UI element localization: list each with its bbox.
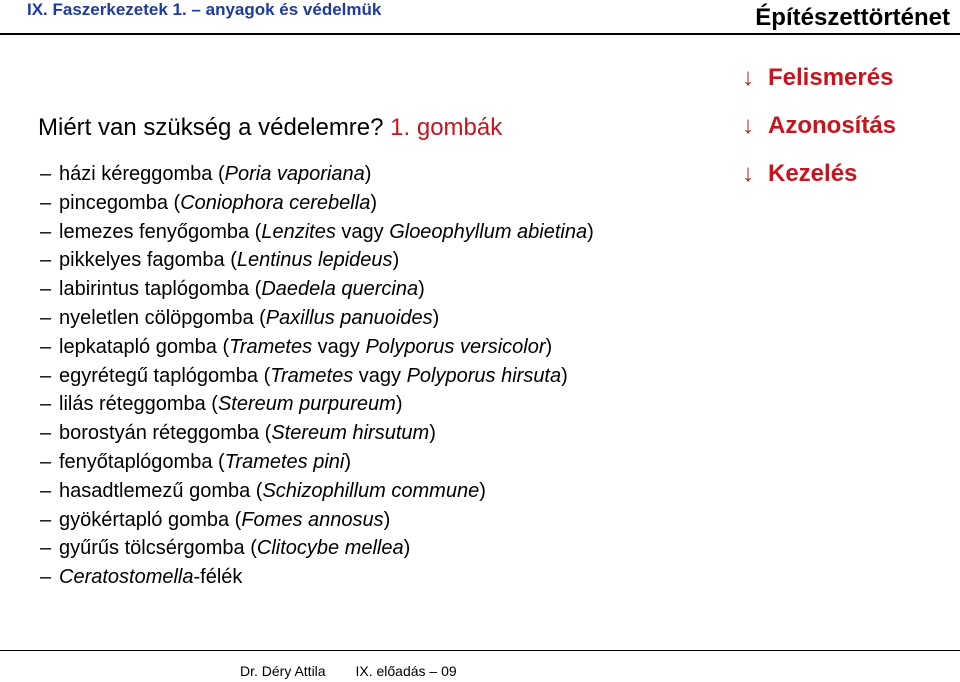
down-arrow-icon: ↓ bbox=[742, 112, 754, 139]
fungi-list-item bbox=[40, 362, 594, 391]
dash-bullet: – bbox=[40, 566, 52, 589]
fungi-list-item bbox=[40, 534, 594, 563]
fungus-connector: vagy bbox=[353, 364, 407, 387]
fungus-common-name: gyűrűs tölcsérgomba ( bbox=[59, 537, 257, 560]
fungus-name-suffix: ) bbox=[432, 306, 440, 329]
fungus-latin-name: Lentinus lepideus bbox=[236, 249, 393, 272]
fungus-latin-name: Lenzites bbox=[261, 220, 336, 243]
header-divider bbox=[0, 33, 960, 35]
fungi-list bbox=[40, 160, 594, 592]
fungus-latin-name: Stereum hirsutum bbox=[271, 422, 430, 445]
fungus-latin-name: Stereum purpureum bbox=[217, 393, 396, 416]
slide-question bbox=[38, 114, 502, 142]
dash-bullet: – bbox=[40, 163, 52, 185]
fungus-latin-name: Daedela quercina bbox=[261, 278, 419, 301]
fungus-common-name: hasadtlemezű gomba ( bbox=[59, 479, 263, 502]
fungi-list-item bbox=[40, 333, 594, 362]
dash-bullet: – bbox=[40, 220, 52, 243]
fungus-common-name: pikkelyes fagomba ( bbox=[59, 249, 237, 272]
fungus-connector: vagy bbox=[335, 220, 390, 243]
footer-author: Dr. Déry Attila bbox=[240, 663, 326, 679]
fungus-latin-name: Trametes bbox=[229, 335, 313, 358]
fungi-list-item bbox=[40, 160, 594, 189]
fungus-name-suffix: ) bbox=[395, 393, 403, 416]
fungus-common-name: labirintus taplógomba ( bbox=[59, 278, 262, 301]
fungus-name-suffix: ) bbox=[392, 249, 400, 272]
treatment-step bbox=[742, 62, 896, 110]
fungus-latin-name: Trametes bbox=[270, 364, 354, 387]
fungus-name-suffix: ) bbox=[587, 220, 594, 243]
fungus-latin-name: Fomes annosus bbox=[241, 508, 384, 531]
dash-bullet: – bbox=[40, 508, 52, 531]
fungus-latin-name: Clitocybe mellea bbox=[256, 537, 404, 560]
down-arrow-icon: ↓ bbox=[742, 64, 754, 91]
dash-bullet: – bbox=[40, 364, 52, 387]
fungus-common-name: pincegomba ( bbox=[59, 191, 181, 214]
fungus-connector: vagy bbox=[312, 335, 366, 358]
fungus-name-suffix: ) bbox=[364, 163, 372, 185]
dash-bullet: – bbox=[40, 537, 52, 560]
fungi-list-item bbox=[40, 448, 594, 477]
fungus-common-name: egyrétegű taplógomba ( bbox=[59, 364, 271, 387]
fungi-list-item bbox=[40, 563, 594, 592]
fungus-name-suffix: ) bbox=[479, 479, 486, 502]
fungus-latin-name: Poria vaporiana bbox=[224, 163, 365, 185]
fungi-list-item bbox=[40, 477, 594, 506]
treatment-steps bbox=[742, 62, 896, 206]
treatment-step-label: Azonosítás bbox=[768, 112, 897, 139]
treatment-step bbox=[742, 158, 896, 206]
treatment-step bbox=[742, 110, 896, 158]
fungus-name-suffix: ) bbox=[344, 450, 352, 473]
fungi-list-item bbox=[40, 189, 594, 218]
down-arrow-icon: ↓ bbox=[742, 160, 754, 187]
dash-bullet: – bbox=[40, 191, 52, 214]
fungus-latin-name: Trametes pini bbox=[224, 450, 345, 473]
fungi-list-item bbox=[40, 218, 594, 247]
fungus-common-name: fenyőtaplógomba ( bbox=[59, 450, 225, 473]
fungus-latin-name-alt: Polyporus hirsuta bbox=[406, 364, 562, 387]
dash-bullet: – bbox=[40, 335, 52, 358]
fungi-list-item bbox=[40, 390, 594, 419]
fungus-common-name: házi kéreggomba ( bbox=[59, 163, 225, 185]
fungus-name-suffix: ) bbox=[545, 335, 553, 358]
fungus-name-suffix: ) bbox=[403, 537, 411, 560]
fungus-name-suffix: ) bbox=[418, 278, 425, 301]
slide-header bbox=[0, 0, 960, 33]
fungus-latin-name: Schizophillum commune bbox=[262, 479, 480, 502]
fungus-name-suffix: ) bbox=[383, 508, 391, 531]
fungus-latin-name-alt: Gloeophyllum abietina bbox=[389, 220, 588, 243]
slide-footer bbox=[240, 663, 457, 679]
course-title: IX. Faszerkezetek 1. – anyagok és védelmük bbox=[27, 0, 382, 19]
footer-divider bbox=[0, 650, 960, 651]
question-text: Miért van szükség a védelemre? bbox=[38, 114, 384, 141]
fungus-common-name: lilás réteggomba ( bbox=[59, 393, 218, 416]
fungi-list-item bbox=[40, 419, 594, 448]
fungus-common-name: lemezes fenyőgomba ( bbox=[59, 220, 262, 243]
question-highlight: 1. gombák bbox=[390, 114, 503, 141]
fungus-latin-name: Paxillus panuoides bbox=[265, 306, 433, 329]
fungus-name-suffix: ) bbox=[561, 364, 568, 387]
subject-title: Építészettörténet bbox=[755, 4, 950, 31]
treatment-step-label: Felismerés bbox=[768, 64, 894, 91]
fungi-list-item bbox=[40, 506, 594, 535]
dash-bullet: – bbox=[40, 479, 52, 502]
dash-bullet: – bbox=[40, 450, 52, 473]
fungus-name-suffix: ) bbox=[370, 191, 377, 214]
dash-bullet: – bbox=[40, 422, 52, 445]
fungus-latin-name: Ceratostomella bbox=[59, 566, 194, 589]
fungus-common-name: lepkatapló gomba ( bbox=[59, 335, 230, 358]
fungi-list-item bbox=[40, 275, 594, 304]
fungus-common-name: borostyán réteggomba ( bbox=[59, 422, 272, 445]
dash-bullet: – bbox=[40, 393, 52, 416]
fungus-latin-name: Coniophora cerebella bbox=[180, 191, 371, 214]
fungus-common-name: nyeletlen cölöpgomba ( bbox=[59, 306, 266, 329]
dash-bullet: – bbox=[40, 249, 52, 272]
dash-bullet: – bbox=[40, 306, 52, 329]
fungi-list-item bbox=[40, 246, 594, 275]
footer-lecture-number: IX. előadás – 09 bbox=[355, 663, 457, 679]
fungus-name-suffix: ) bbox=[429, 422, 436, 445]
fungi-list-item bbox=[40, 304, 594, 333]
dash-bullet: – bbox=[40, 278, 52, 301]
fungus-latin-name-alt: Polyporus versicolor bbox=[365, 335, 546, 358]
fungus-name-suffix: -félék bbox=[193, 566, 243, 589]
fungus-common-name: gyökértapló gomba ( bbox=[59, 508, 242, 531]
treatment-step-label: Kezelés bbox=[768, 160, 858, 187]
